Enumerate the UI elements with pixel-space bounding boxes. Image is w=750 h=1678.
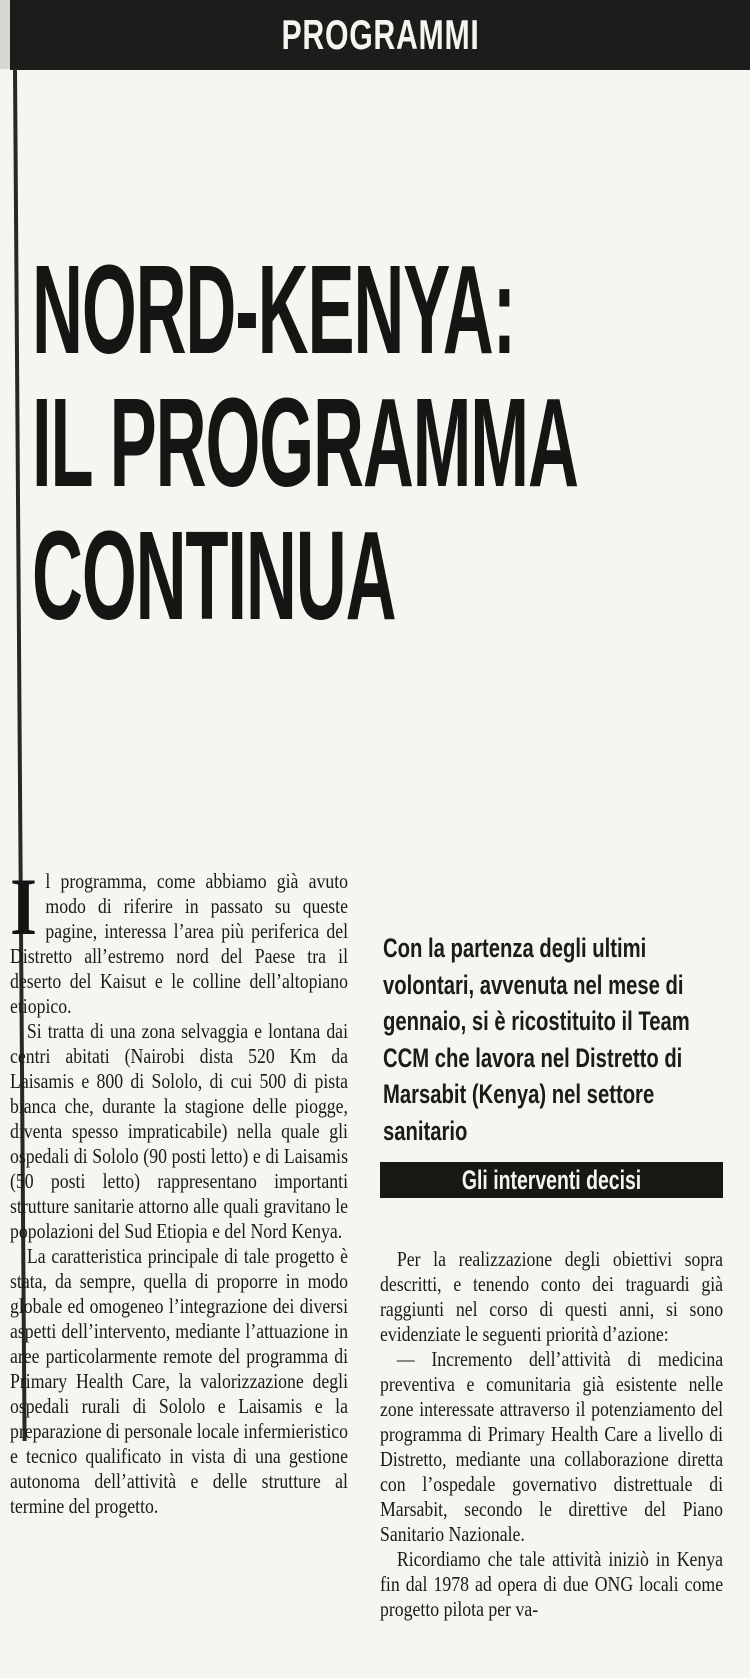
section-title: Gli interventi decisi [461,1164,642,1195]
headline-line-1: NORD-KENYA: [32,239,515,380]
lead-paragraph [10,861,349,1019]
paragraph: Ricordiamo che tale attività iniziò in Kenya fin dal 1978 ad opera di due ONG locali come progetto pilota per va- [380,1547,724,1621]
headline-line-2: IL PROGRAMMA [32,372,578,513]
article-column-left [10,861,349,1519]
paragraph: Si tratta di una zona selvaggia e lontana dai centri abitati (Nairobi dista 520 Km da Laisamis e 800 di Sololo, di cui 500 di pista bianca che, durante la stagione delle piogge, diventa spesso impraticabile) nella quale gli ospedali di Sololo (90 posti letto) e di Laisamis (50 posti letto) rappresentano importanti strutture sanitarie attorno alle quali gravitano le popolazioni del Sud Etiopia e del Nord Kenya. [10,1019,349,1243]
drop-cap: I [10,861,37,952]
kicker-bar [10,0,750,70]
standfirst: Con la partenza degli ultimi volontari, avvenuta nel mese di gennaio, si è ricostituito il Team CCM che lavora nel Distretto di Marsabit (Kenya) nel settore sanitario [383,933,690,1146]
paragraph: — Incremento dell’attività di medicina preventiva e comunitaria già esistente nelle zone interessate attraverso il potenziamento del programma di Primary Health Care a livello di Distretto, mediante una collaborazione diretta con l’ospedale governativo distrettuale di Marsabit, secondo le direttive del Piano Sanitario Nazionale. [380,1347,724,1546]
kicker-title: PROGRAMMI [281,11,479,58]
paragraph: La caratteristica principale di tale progetto è stata, da sempre, quella di proporre in modo globale ed omogeneo l’integrazione dei diversi aspetti dell’intervento, mediante l’attuazione in aree particolarmente remote del programma di Primary Health Care, la valorizzazione degli ospedali rurali di Sololo e Laisamis e la preparazione di personale locale infermieristico e tecnico qualificato in vista di una gestione autonoma dell’attività e delle strutture al termine del progetto. [10,1244,349,1518]
headline [32,239,578,646]
article-column-right [380,1247,723,1622]
headline-line-3: CONTINUA [32,505,396,646]
section-header-bar [380,1162,723,1198]
lead-paragraph-text: l programma, come abbiamo già avuto modo di riferire in passato su queste pagine, interessa l’area più periferica del Distretto all’estremo nord del Paese tra il deserto del Kaisut e le colline dell’altopiano etiopico. [10,869,349,1018]
paragraph: Per la realizzazione degli obiettivi sopra descritti, e tenendo conto dei traguardi già raggiunti nel corso di questi anni, si sono evidenziate le seguenti priorità d’azione: [380,1247,724,1346]
